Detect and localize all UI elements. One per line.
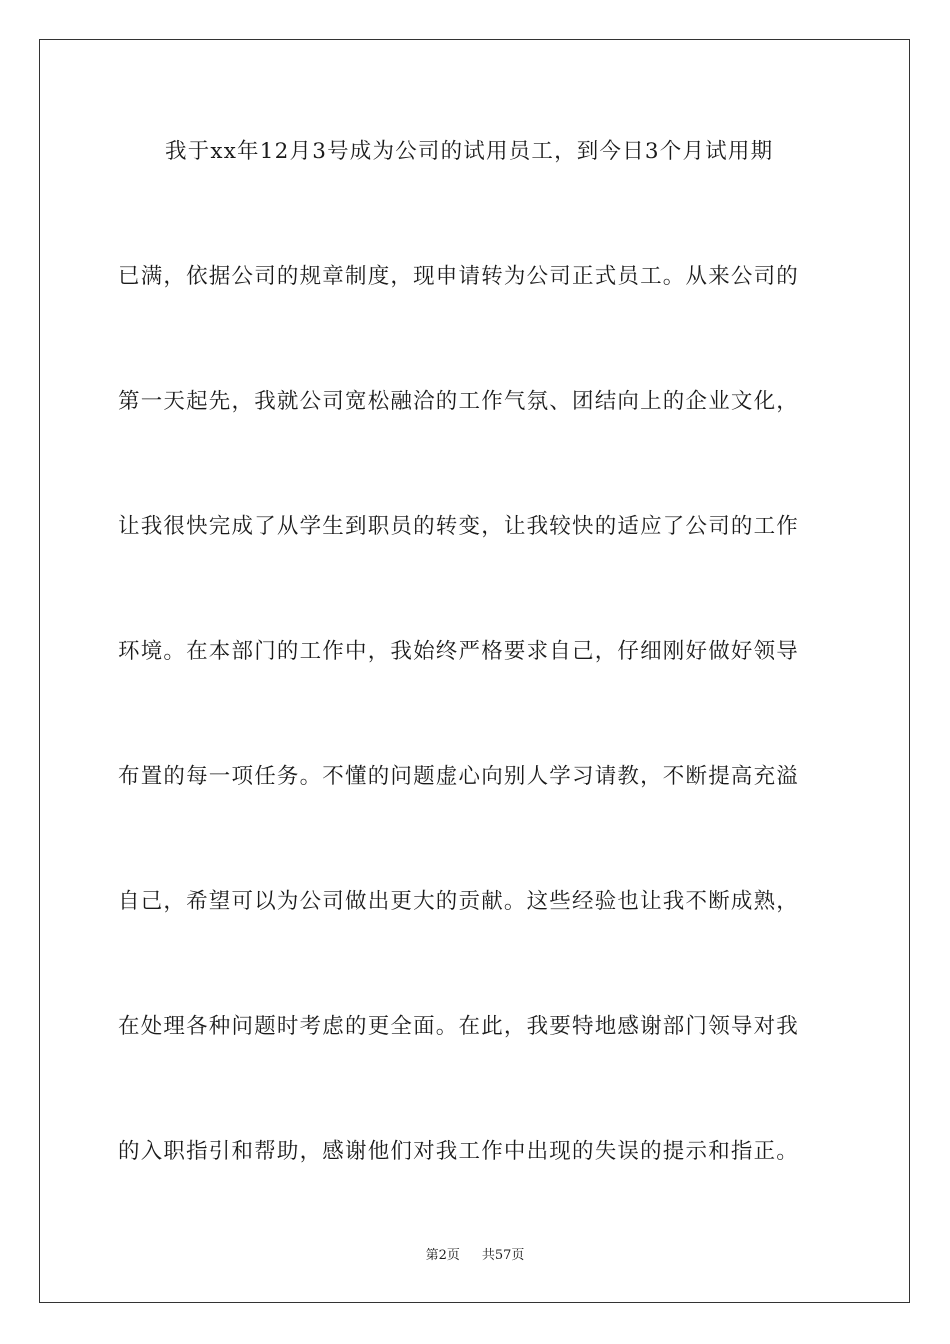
- page-number: 第2页: [425, 1248, 460, 1263]
- paragraph-line: 让我很快完成了从学生到职员的转变，让我较快的适应了公司的工作: [118, 514, 800, 539]
- paragraph-line: 布置的每一项任务。不懂的问题虚心向别人学习请教，不断提高充溢: [118, 764, 800, 789]
- paragraph-line: 自己，希望可以为公司做出更大的贡献。这些经验也让我不断成熟，: [118, 889, 800, 914]
- document-body: [118, 128, 833, 1253]
- paragraph-line: 的入职指引和帮助，感谢他们对我工作中出现的失误的提示和指正。: [118, 1139, 800, 1164]
- paragraph-line: 我于xx年12月3号成为公司的试用员工，到今日3个月试用期: [165, 139, 774, 164]
- page-total: 共57页: [481, 1248, 525, 1263]
- page-footer: [0, 1247, 950, 1265]
- paragraph-line: 第一天起先，我就公司宽松融洽的工作气氛、团结向上的企业文化，: [118, 389, 800, 414]
- paragraph-line: 在处理各种问题时考虑的更全面。在此，我要特地感谢部门领导对我: [118, 1014, 800, 1039]
- paragraph-line: 已满，依据公司的规章制度，现申请转为公司正式员工。从来公司的: [118, 264, 800, 289]
- paragraph-line: 环境。在本部门的工作中，我始终严格要求自己，仔细刚好做好领导: [118, 639, 800, 664]
